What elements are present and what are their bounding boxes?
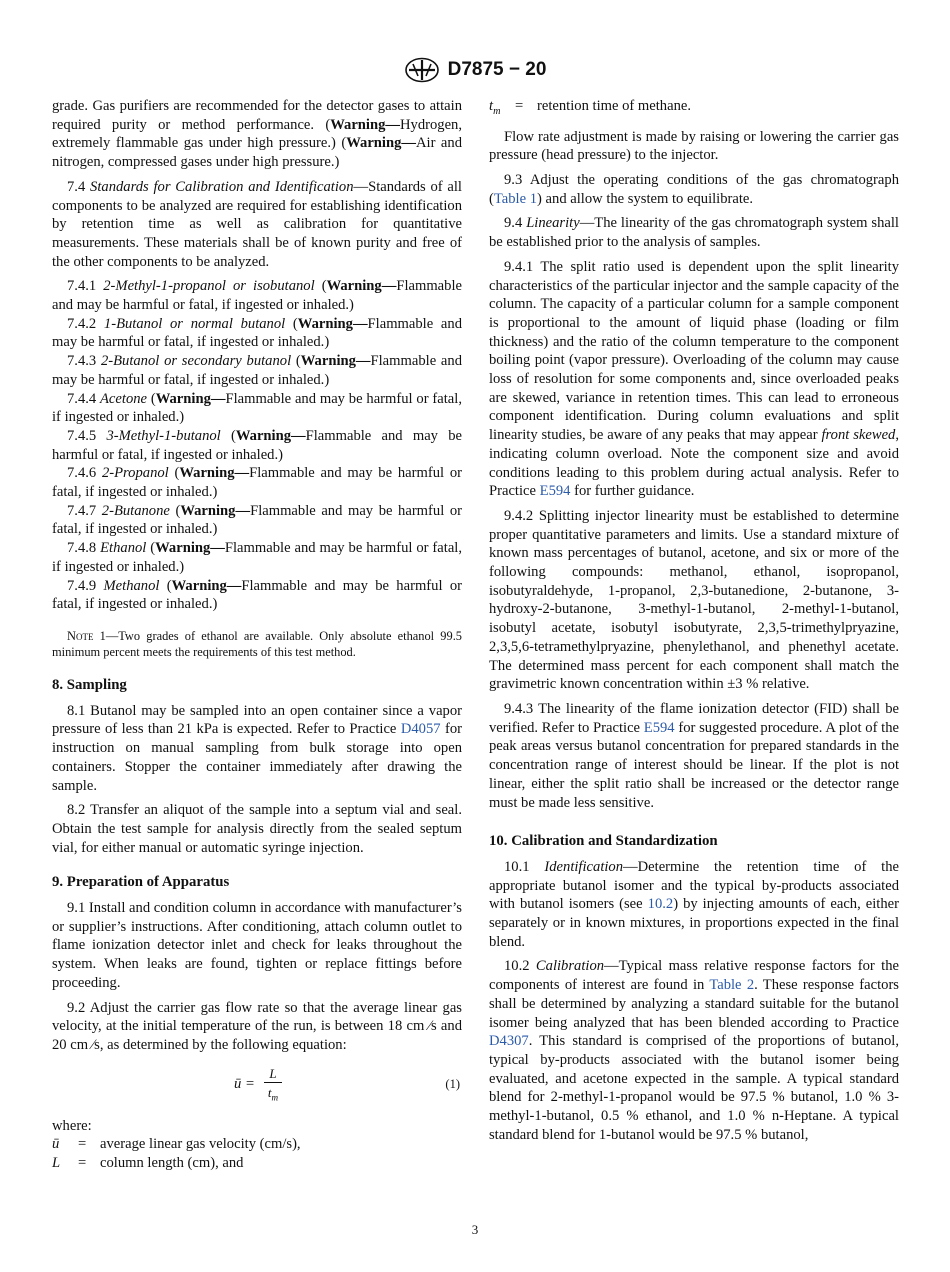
equation-lhs: ū =: [234, 1075, 255, 1092]
link-table-1[interactable]: Table 1: [493, 190, 538, 207]
section-9-2: 9.2 Adjust the carrier gas flow rate so that the average linear gas velocity, at the initial temperature of the run, is between 18 cm ⁄s and 20 cm ⁄s, as determined by the following equation:: [52, 999, 462, 1053]
section-9-4-3: 9.4.3 The linearity of the flame ionization detector (FID) shall be verified. Refer to Practice E594 for suggested procedure. A plot of the peak areas versus butanol concentration for prepared standards in the concentration range of interest should be linear. If the plot is not linear, either the split ratio shall be increased or the detector range must be made less sensitive.: [489, 701, 900, 811]
warning-item: 7.4.2 1-Butanol or normal butanol (Warning—Flammable and may be harmful or fatal, if ingested or inhaled.): [52, 315, 462, 351]
section-10-2: 10.2 Calibration—Typical mass relative response factors for the components of interest are found in Table 2. These response factors shall be determined by analyzing a standard suitable for the butanol isomer being analyzed that has been blended according to Practice D4307. This standard is comprised of the proportions of butanol, typical by-products associated with the butanol isomer being evaluated, and acetone expected in the sample. A typical standard blend for 2-methyl-1-propanol would be 97.5 % butanol, 1.0 % 3-methyl-1-butanol, 0.5 % ethanol, and 1.0 % n-Heptane. A typical standard blend for 1-butanol would be 97.5 % butanol,: [489, 958, 899, 1143]
flow-rate-paragraph: Flow rate adjustment is made by raising or lowering the carrier gas pressure (head pressure) to the injector.: [489, 128, 899, 164]
link-e594-2[interactable]: E594: [643, 719, 675, 736]
section-9-4: 9.4 Linearity—The linearity of the gas chromatograph system shall be established prior to the analysis of samples.: [489, 215, 899, 251]
definition-equals: =: [515, 98, 524, 114]
left-column: [52, 97, 462, 1173]
definition-tm: [489, 97, 899, 122]
warning-item: 7.4.7 2-Butanone (Warning—Flammable and may be harmful or fatal, if ingested or inhaled.): [52, 502, 462, 538]
right-column: [489, 97, 899, 1150]
section-9-4-1: 9.4.1 The split ratio used is dependent upon the split linearity characteristics of the particular injector and the sample capacity of the column. The capacity of a particular column for a sample component is proportional to the amount of liquid phase (loading or film thickness) and the ratio of the column temperature to the component boiling point (vapor pressure). Overloading of the column may cause loss of resolution for some components and, since overloaded peaks are skewed, variance in retention times. This can lead to erroneous component identification. During column evaluations and split linearity studies, be aware of any peaks that may appear front skewed, indicating column overload. Note the component size and avoid conditions leading to this problem during actual analysis. Refer to Practice E594 for further guidance.: [489, 258, 899, 500]
equation-denominator: $t_m$: [267, 1084, 279, 1103]
section-8-2: 8.2 Transfer an aliquot of the sample into a septum vial and seal. Obtain the test sample for analysis directly from the sealed septum vial, for either manual or automatic syringe injection.: [52, 802, 462, 856]
equation-1: [52, 1065, 462, 1105]
page-header: [0, 57, 950, 85]
link-d4307[interactable]: D4307: [489, 1033, 529, 1050]
definition-symbol: $t_m$: [489, 98, 501, 117]
definition-row: [52, 1135, 462, 1154]
warning-item: 7.4.4 Acetone (Warning—Flammable and may be harmful or fatal, if ingested or inhaled.): [52, 390, 462, 426]
section-9-4-2: 9.4.2 Splitting injector linearity must be established to determine proper quantitative parameters and limits. Use a standard mixture of known mass percentages of butanol, acetone, and six or more of the following compounds: methanol, ethanol, isopropanol, isobutyraldehyde, 1-propanol, 2,3-butanedione, 2-butanone, 3-hydroxy-2-butanone, 3-methyl-1-butanol, 2-methyl-1-butanol, isobutyl acetate, isobutyl isobutyrate, 2,3,5-trimethylpryazine, 2,3,5,6-tetramethylpryazine, phenylethanol, and phenethyl acetate. The determined mass percent for each component shall match the gravimetric known concentration within ±3 % relative.: [489, 507, 899, 693]
page-number: 3: [471, 1222, 479, 1237]
link-10-2[interactable]: 10.2: [647, 896, 674, 913]
section-7-4: 7.4 Standards for Calibration and Identification—Standards of all components to be analyzed are required for establishing identification by retention time as well as calibration for quantitative measurements. These materials shall be of known purity and free of the other components to be analyzed.: [52, 178, 462, 270]
definition-text: average linear gas velocity (cm/s),: [100, 1136, 301, 1153]
equation-numerator: L: [264, 1065, 282, 1083]
definition-text: retention time of methane.: [537, 98, 691, 114]
section-9-3: 9.3 Adjust the operating conditions of the gas chromatograph (Table 1) and allow the system to equilibrate.: [489, 172, 899, 207]
warning-item: 7.4.6 2-Propanol (Warning—Flammable and may be harmful or fatal, if ingested or inhaled.): [52, 465, 462, 501]
equation-number: (1): [445, 1076, 460, 1091]
section-10-1: 10.1 Identification—Determine the retention time of the appropriate butanol isomer and the typical by-products associated with butanol isomers (see 10.2) by injecting amounts of each, either separately or in known mixtures, in proportions expected in the final blend.: [489, 858, 900, 950]
definition-list: [52, 1135, 462, 1172]
section-heading-9: 9. Preparation of Apparatus: [52, 874, 230, 891]
link-d4057[interactable]: D4057: [400, 721, 441, 738]
document-id: D7875 − 20: [447, 59, 547, 80]
paragraph-continued: grade. Gas purifiers are recommended for the detector gases to attain required purity or method performance. (Warning—Hydrogen, extremely flammable gas under high pressure.) (Warning—Air and nitrogen, compressed gases under high pressure.): [52, 98, 462, 171]
section-8-1: 8.1 Butanol may be sampled into an open container since a vapor pressure of less than 21 kPa is expected. Refer to Practice D4057 for instruction on manual sampling from bulk storage into open containers. Stopper the container immediately after drawing the sample.: [52, 702, 462, 794]
definition-text: column length (cm), and: [100, 1155, 244, 1172]
link-table-2[interactable]: Table 2: [709, 977, 755, 994]
definition-equals: =: [78, 1155, 87, 1172]
warning-item: 7.4.8 Ethanol (Warning—Flammable and may be harmful or fatal, if ingested or inhaled.): [52, 540, 463, 575]
definition-symbol: L: [52, 1155, 61, 1172]
astm-logo-icon: [404, 57, 440, 83]
section-heading-8: 8. Sampling: [52, 676, 127, 693]
warning-item: 7.4.9 Methanol (Warning—Flammable and may be harmful or fatal, if ingested or inhaled.): [52, 577, 462, 613]
warning-item: 7.4.1 2-Methyl-1-propanol or isobutanol (Warning—Flammable and may be harmful or fatal, if ingested or inhaled.): [52, 278, 462, 314]
definition-symbol: ū: [52, 1136, 60, 1153]
where-label: where:: [52, 1117, 92, 1134]
definition-equals: =: [78, 1136, 87, 1153]
equation-fraction: [264, 1065, 282, 1108]
definition-row: [52, 1154, 462, 1173]
warning-item: 7.4.5 3-Methyl-1-butanol (Warning—Flammable and may be harmful or fatal, if ingested or inhaled.): [52, 427, 463, 463]
note-1: Note 1—Two grades of ethanol are available. Only absolute ethanol 99.5 minimum percent meets the requirements of this test method.: [52, 628, 462, 659]
warning-item: 7.4.3 2-Butanol or secondary butanol (Warning—Flammable and may be harmful or fatal, if ingested or inhaled.): [52, 353, 462, 388]
section-heading-10: 10. Calibration and Standardization: [489, 833, 718, 850]
section-9-1: 9.1 Install and condition column in accordance with manufacturer’s or supplier’s instructions. After conditioning, attach column outlet to flame ionization detector inlet and check for leaks throughout the system. When leaks are found, tighten or replace fittings before proceeding.: [52, 900, 462, 991]
warning-list: [52, 277, 462, 614]
link-e594[interactable]: E594: [539, 483, 571, 500]
